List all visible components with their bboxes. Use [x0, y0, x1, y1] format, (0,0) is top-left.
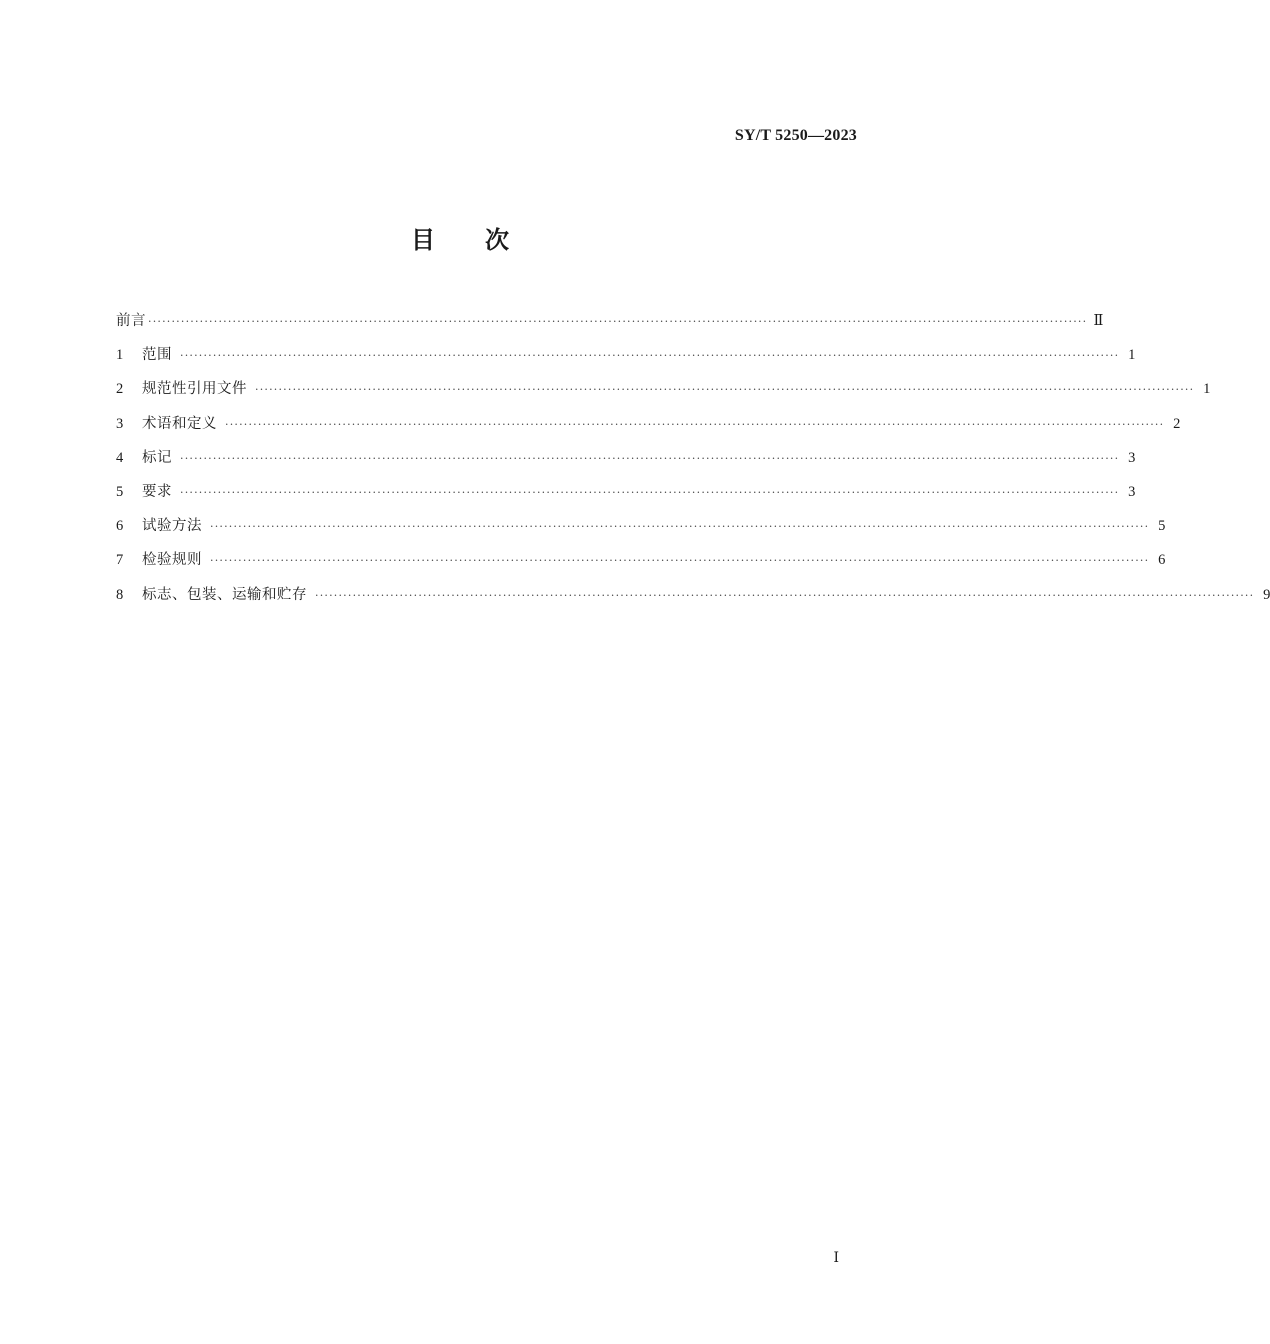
toc-entry-page: 3	[1128, 483, 1136, 500]
toc-entry-page: 6	[1158, 552, 1166, 569]
toc-entry-page: 2	[1173, 415, 1181, 432]
toc-dot-leader: ········································································································································································································	[210, 520, 1150, 534]
toc-entry-page: Ⅱ	[1093, 313, 1104, 329]
toc-dot-leader: ········································································································································································································	[180, 349, 1120, 363]
toc-entry-page: 3	[1128, 449, 1136, 466]
toc-entry-label: 标志、包装、运输和贮存	[142, 586, 307, 603]
toc-dot-leader: ········································································································································································································	[148, 315, 1088, 328]
toc-entry-page: 1	[1128, 347, 1136, 364]
toc-dot-leader: ········································································································································································································	[180, 485, 1120, 499]
toc-entry-test-methods[interactable]	[116, 514, 1166, 548]
toc-entry-label: 范围	[142, 347, 172, 364]
toc-entry-number: 2	[116, 381, 124, 398]
toc-dot-leader: ········································································································································································································	[210, 554, 1150, 568]
toc-entry-terms-and-definitions[interactable]	[116, 412, 1181, 446]
toc-entry-label: 前言	[116, 313, 146, 329]
toc-entry-marking-packaging-transport-storage[interactable]	[116, 583, 1270, 617]
table-of-contents	[116, 309, 1270, 617]
toc-entry-number: 3	[116, 415, 124, 432]
toc-entry-page: 1	[1203, 381, 1211, 398]
toc-entry-number: 6	[116, 518, 124, 535]
toc-entry-requirements[interactable]	[116, 480, 1136, 514]
toc-entry-scope[interactable]	[116, 343, 1136, 377]
toc-entry-number: 5	[116, 483, 124, 500]
toc-entry-label: 试验方法	[142, 518, 202, 535]
toc-title: 目次	[411, 226, 559, 254]
toc-entry-foreword[interactable]	[116, 309, 1104, 343]
toc-dot-leader: ········································································································································································································	[315, 588, 1255, 602]
toc-entry-page: 5	[1158, 518, 1166, 535]
toc-dot-leader: ········································································································································································································	[225, 417, 1165, 431]
toc-entry-label: 标记	[142, 449, 172, 466]
standard-code: SY/T 5250—2023	[734, 127, 857, 144]
toc-entry-label: 术语和定义	[142, 415, 217, 432]
toc-entry-marking[interactable]	[116, 446, 1136, 480]
toc-dot-leader: ········································································································································································································	[255, 383, 1195, 397]
toc-entry-number: 4	[116, 449, 124, 466]
page-number: Ⅰ	[833, 1251, 839, 1266]
toc-entry-number: 8	[116, 586, 124, 603]
toc-entry-label: 规范性引用文件	[142, 381, 247, 398]
toc-entry-label: 检验规则	[142, 552, 202, 569]
toc-entry-number: 1	[116, 347, 124, 364]
toc-entry-page: 9	[1263, 586, 1270, 603]
toc-dot-leader: ········································································································································································································	[180, 451, 1120, 465]
toc-entry-number: 7	[116, 552, 124, 569]
toc-entry-normative-references[interactable]	[116, 377, 1211, 411]
toc-entry-label: 要求	[142, 483, 172, 500]
toc-entry-inspection-rules[interactable]	[116, 548, 1166, 582]
